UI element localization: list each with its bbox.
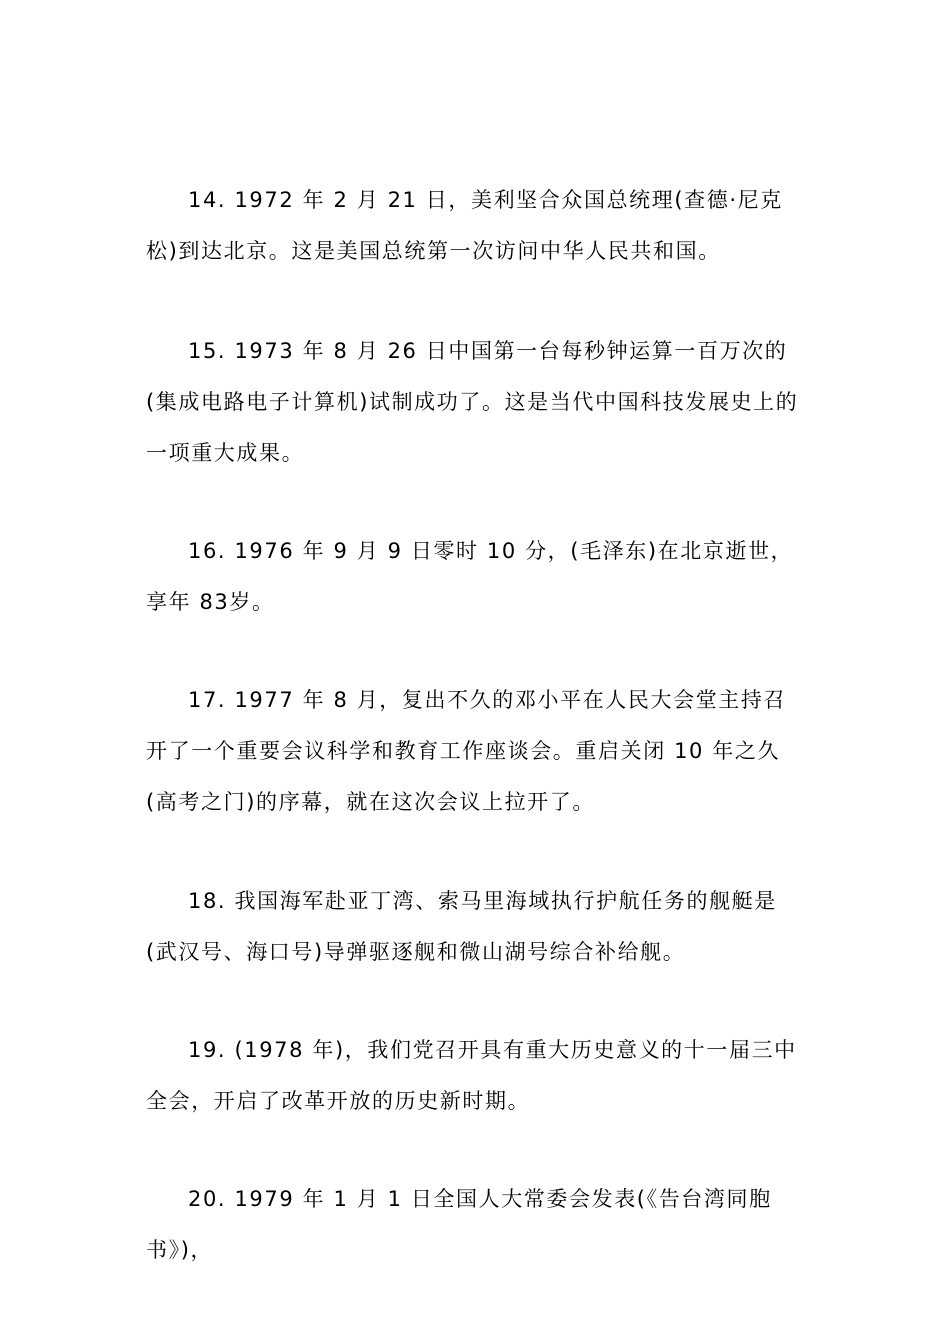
paragraph-15: 15. 1973 年 8 月 26 日中国第一台每秒钟运算一百万次的(集成电路电子计算机)试制成功了。这是当代中国科技发展史上的一项重大成果。 [146,339,799,465]
paragraph-20: 20. 1979 年 1 月 1 日全国人大常委会发表(《告台湾同胞书》)， [146,1187,772,1262]
paragraph-19: 19. (1978 年)，我们党召开具有重大历史意义的十一届三中全会，开启了改革开放的历史新时期。 [146,1038,797,1113]
paragraph-18: 18. 我国海军赴亚丁湾、索马里海域执行护航任务的舰艇是(武汉号、海口号)导弹驱逐舰和微山湖号综合补给舰。 [146,889,777,964]
paragraph-16: 16. 1976 年 9 月 9 日零时 10 分，(毛泽东)在北京逝世，享年 83岁。 [146,539,794,614]
paragraph-14: 14. 1972 年 2 月 21 日，美利坚合众国总统理(查德·尼克松)到达北京。这是美国总统第一次访问中华人民共和国。 [146,188,783,263]
paragraph-17: 17. 1977 年 8 月，复出不久的邓小平在人民大会堂主持召开了一个重要会议科学和教育工作座谈会。重启关闭 10 年之久(高考之门)的序幕，就在这次会议上拉开了。 [146,688,787,814]
